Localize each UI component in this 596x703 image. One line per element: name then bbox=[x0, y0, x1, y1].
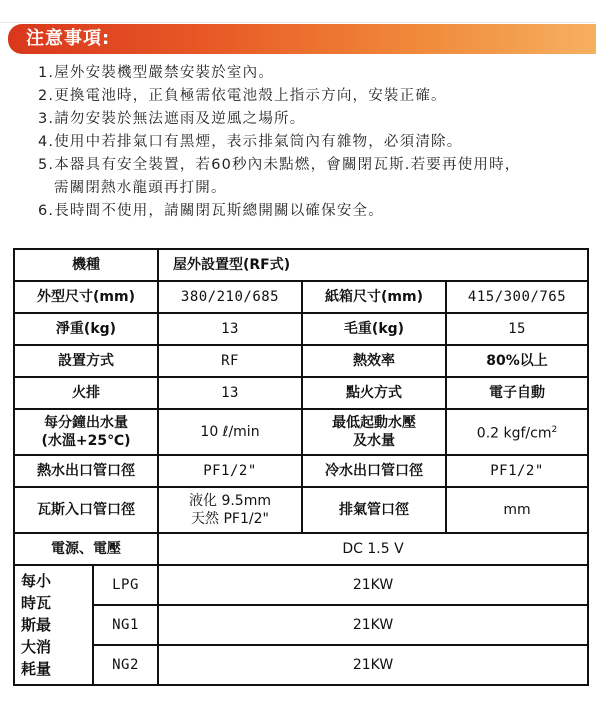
efficiency-value: 80%以上 bbox=[446, 345, 588, 377]
gas-consumption-ng2: 21KW bbox=[158, 645, 588, 685]
table-row bbox=[14, 605, 588, 645]
net-weight-label: 淨重(kg) bbox=[14, 313, 158, 345]
flow-label bbox=[14, 409, 158, 455]
cold-outlet-label: 冷水出口管口徑 bbox=[302, 455, 446, 487]
gas-consumption-lpg: 21KW bbox=[158, 565, 588, 605]
flow-label-line2: (水溫+25℃) bbox=[41, 433, 131, 449]
size-value: 380/210/685 bbox=[158, 281, 302, 313]
table-row bbox=[14, 377, 588, 409]
gas-consumption-line: 每小 bbox=[21, 572, 52, 590]
notice-list bbox=[38, 62, 594, 223]
table-row bbox=[14, 345, 588, 377]
gas-consumption-ng1: 21KW bbox=[158, 605, 588, 645]
install-label: 設置方式 bbox=[14, 345, 158, 377]
gas-inlet-lpg: 液化 9.5mm bbox=[189, 493, 271, 509]
hot-outlet-label: 熱水出口管口徑 bbox=[14, 455, 158, 487]
min-pressure-number: 0.2 kgf/cm bbox=[476, 425, 552, 442]
power-label: 電源、電壓 bbox=[14, 533, 158, 565]
table-row bbox=[14, 249, 588, 281]
table-row bbox=[14, 281, 588, 313]
model-label: 機種 bbox=[14, 249, 158, 281]
table-row bbox=[14, 565, 588, 605]
notice-title: 注意事項: bbox=[26, 28, 111, 49]
table-row bbox=[14, 409, 588, 455]
gross-weight-value: 15 bbox=[446, 313, 588, 345]
notice-item-5: 5.本器具有安全裝置，若60秒內未點燃，會關閉瓦斯.若要再使用時， bbox=[38, 157, 521, 173]
notice-item-2: 2.更換電池時，正負極需依電池殼上指示方向，安裝正確。 bbox=[38, 88, 447, 104]
gas-type-ng1: NG1 bbox=[93, 605, 158, 645]
burner-row-value: 13 bbox=[158, 377, 302, 409]
min-pressure-line1: 最低起動水壓 bbox=[332, 415, 416, 431]
gas-consumption-line: 時瓦 bbox=[21, 594, 52, 612]
flow-label-line1: 每分鐘出水量 bbox=[44, 415, 128, 431]
gas-inlet-value bbox=[158, 487, 302, 533]
gas-inlet-label: 瓦斯入口管口徑 bbox=[14, 487, 158, 533]
gas-consumption-line: 斯最 bbox=[21, 616, 52, 634]
table-row bbox=[14, 487, 588, 533]
exhaust-value: mm bbox=[446, 487, 588, 533]
gas-type-lpg: LPG bbox=[93, 565, 158, 605]
box-size-label: 紙箱尺寸(mm) bbox=[302, 281, 446, 313]
cold-outlet-value: PF1/2" bbox=[446, 455, 588, 487]
notice-item-6: 6.長時間不使用，請關閉瓦斯總開關以確保安全。 bbox=[38, 203, 384, 219]
min-pressure-line2: 及水量 bbox=[353, 433, 395, 449]
table-row bbox=[14, 455, 588, 487]
gas-inlet-ng: 天然 PF1/2" bbox=[191, 511, 269, 527]
notice-item-3: 3.請勿安裝於無法遮雨及逆風之場所。 bbox=[38, 111, 306, 127]
gross-weight-label: 毛重(kg) bbox=[302, 313, 446, 345]
table-row bbox=[14, 645, 588, 685]
box-size-value: 415/300/765 bbox=[446, 281, 588, 313]
gas-consumption-line: 大消 bbox=[21, 638, 52, 656]
net-weight-value: 13 bbox=[158, 313, 302, 345]
table-row bbox=[14, 313, 588, 345]
exhaust-label: 排氣管口徑 bbox=[302, 487, 446, 533]
hot-outlet-value: PF1/2" bbox=[158, 455, 302, 487]
efficiency-label: 熱效率 bbox=[302, 345, 446, 377]
notice-banner bbox=[8, 24, 596, 54]
gas-consumption-line: 耗量 bbox=[21, 660, 52, 678]
gas-consumption-label bbox=[14, 565, 93, 685]
notice-item-5-cont: 需關閉熱水龍頭再打開。 bbox=[54, 180, 227, 196]
min-pressure-exponent: 2 bbox=[551, 425, 558, 436]
top-rule bbox=[0, 0, 596, 23]
table-row bbox=[14, 533, 588, 565]
min-pressure-label bbox=[302, 409, 446, 455]
flow-value: 10 ℓ/min bbox=[158, 409, 302, 455]
min-pressure-value bbox=[446, 409, 588, 455]
size-label: 外型尺寸(mm) bbox=[14, 281, 158, 313]
model-value: 屋外設置型(RF式) bbox=[158, 249, 588, 281]
notice-item-1: 1.屋外安裝機型嚴禁安裝於室內。 bbox=[38, 65, 275, 81]
gas-type-ng2: NG2 bbox=[93, 645, 158, 685]
install-value: RF bbox=[158, 345, 302, 377]
ignition-value: 電子自動 bbox=[446, 377, 588, 409]
power-value: DC 1.5 V bbox=[158, 533, 588, 565]
notice-item-4: 4.使用中若排氣口有黑煙，表示排氣筒內有雜物，必須清除。 bbox=[38, 134, 463, 150]
burner-row-label: 火排 bbox=[14, 377, 158, 409]
spec-table bbox=[13, 248, 589, 686]
ignition-label: 點火方式 bbox=[302, 377, 446, 409]
